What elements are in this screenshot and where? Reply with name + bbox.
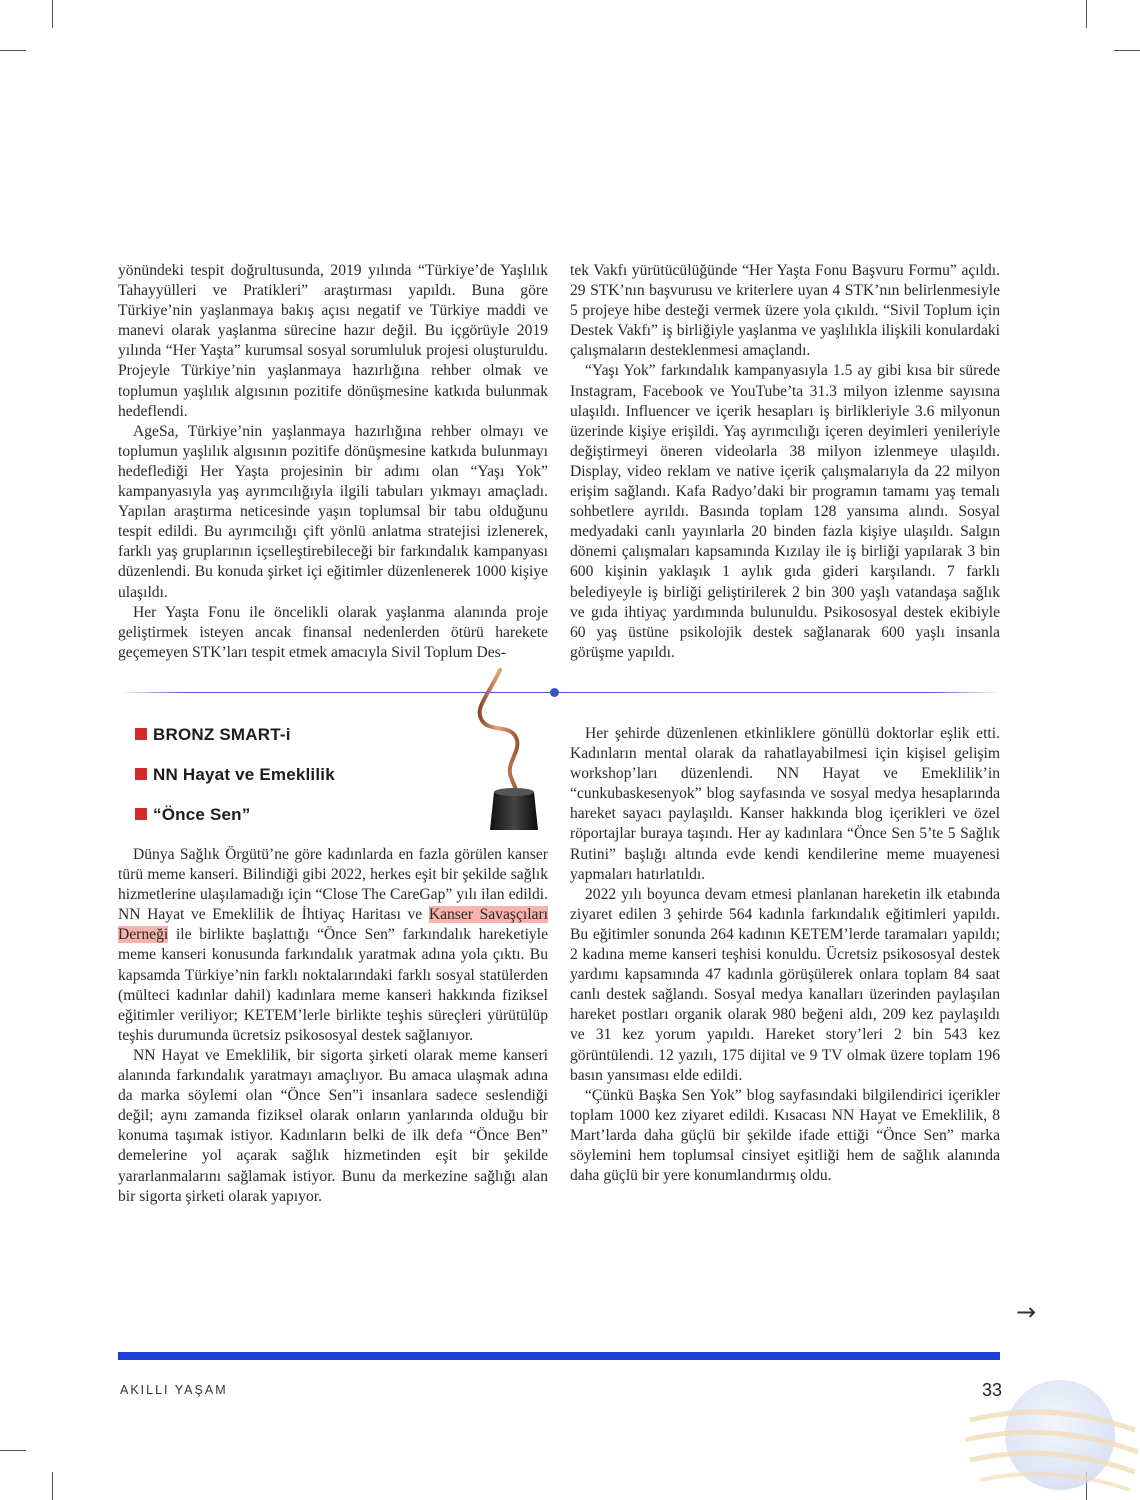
company-heading: NN Hayat ve Emeklilik [135,765,335,785]
paragraph: yönündeki tespit doğrultusunda, 2019 yılında “Türkiye’de Yaşlılık Tahayyülleri ve Pratikleri” araştırması yapıldı. Buna göre Türkiye’nin yaşlanmaya bakış açısı negatif ve Türkiye maddi ve manevi olarak yaşlanma sürecine hazır değil. Bu içgörüyle 2019 yılında “Her Yaşta” kurumsal sosyal sorumluluk projesi oluşturuldu. Projeyle Türkiye’nin yaşlanmaya hazırlığına rehber olmak ve toplumun yaşlılık algısının pozitife dönüşmesine katkıda bulunmak hedeflendi. [118,262,548,420]
footer-bar [118,1352,1000,1360]
top-left-column [118,261,548,663]
paragraph: NN Hayat ve Emeklilik, bir sigorta şirketi olarak meme kanseri alanında farkındalık yaratmayı amaçlıyor. Bu amaca ulaşmak adına da marka söylemi olan “Önce Sen”i insanlara sadece seslendiği değil; aynı zamanda fiziksel olarak onların yanlarında olduğu bir konuma taşımak istiyor. Kadınların belki de ilk defa “Önce Ben” demelerine yol açarak sağlık hizmetinden eşit bir şekilde yararlanmalarını sağlamak istiyor. Bunu da merkezine sağlığı alan bir sigorta şirketi olarak yapıyor. [118,1046,548,1205]
bottom-left-column [118,845,548,1207]
magazine-name: AKILLI YAŞAM [120,1383,228,1397]
copper-trophy-icon [462,668,552,838]
award-heading: BRONZ SMART-i [135,725,291,745]
crop-mark [52,0,53,28]
paragraph: Dünya Sağlık Örgütü’ne göre kadınlarda en fazla görülen kanser türü meme kanseri. Bilindiği gibi 2022, herkes eşit bir şekilde sağlık hizmetlerine ulaşılamadığı için “Close The CareGap” yılı ilan edildi. NN Hayat ve Emeklilik de İhtiyaç Haritası ve Kanser Savaşçıları Derneği ile birlikte başlattığı “Önce Sen” farkındalık hareketiyle meme kanseri konusunda farkındalık yaratmak adına yola çıktı. Bu kapsamda Türkiye’nin farklı noktalarındaki farklı sosyal statülerden (mülteci kadınlar dahil) kadınlara meme kanseri hakkında fiziksel eğitimler veriliyor; KETEM’lerle birlikte teşhis süreçleri yürütülüp teşhis durumunda ücretsiz psikososyal destek sağlanıyor. [118,846,548,1044]
crop-mark [0,1450,26,1451]
paragraph: tek Vakfı yürütücülüğünde “Her Yaşta Fonu Başvuru Formu” açıldı. 29 STK’nın başvurusu ve kriterlere uyan 4 STK’nın belirlenmesiyle 5 projeye hibe desteği vermek üzere yola çıkıldı. “Sivil Toplum için Destek Vakfı” iş birliğiyle yaşlanma ve yaşlılıkla ilişkili konulardaki çalışmaların desteklenmesi amaçlandı. [570,262,1000,360]
decorative-sphere-icon [960,1360,1140,1500]
highlighted-text: Kanser Savaşçıları Derneği [118,906,548,944]
top-right-column [570,261,1000,663]
bottom-right-column [570,724,1000,1186]
paragraph: “Çünkü Başka Sen Yok” blog sayfasındaki bilgilendirici içerikler toplam 1000 kez ziyaret edildi. Kısacası NN Hayat ve Emeklilik, 8 Mart’larda daha güçlü bir şekilde ifade ettiği “Önce Sen” marka söylemini hem toplumsal cinsiyet eşitliği hem de sağlık alanında daha güçlü bir yere konumlandırmış oldu. [570,1086,1000,1185]
page-number: 33 [982,1380,1003,1400]
paragraph: AgeSa, Türkiye’nin yaşlanmaya hazırlığına rehber olmayı ve toplumun yaşlılık algısının pozitife dönüşmesine katkıda bulunmayı hedeflediği Her Yaşta projesinin bir adımı olan “Yaşı Yok” kampanyasıyla yaş ayrımcılığıyla ilgili tabuları yıkmayı amaçladı. Yapılan araştırma neticesinde yaşın toplumsal bir tabu olduğunu tespit edildi. Bu ayrımcılığı çift yönlü anlatma stratejisi izlenerek, farklı yaş gruplarının içselleştirebileceği bir farkındalık kampanyası düzenlendi. Bu konuda şirket içi eğitimler düzenlenerek 1000 kişiye ulaşıldı. [118,422,548,601]
project-heading: “Önce Sen” [135,805,250,825]
section-divider [118,692,1000,693]
paragraph: “Yaşı Yok” farkındalık kampanyasıyla 1.5 ay gibi kısa bir sürede Instagram, Facebook ve YouTube’ta 31.3 milyon izlenme sayısına ulaşıldı. Influencer ve içerik hesapları iş birlikleriyle 3.6 milyonun üzerinde kişiye erişildi. Yaş ayrımcılığı içeren deyimleri yenileriyle değiştirmeyi öneren videolarla 38 milyon izlenmeye ulaşıldı. Display, video reklam ve native içerik çalışmalarıyla da 22 milyon erişim sağlandı. Kafa Radyo’daki bir programın tamamı yaş temalı sohbetlere ayrıldı. Basında toplam 128 yansıma alındı. Sosyal medyadaki canlı yayınlarla 20 binden fazla kişiye ulaşıldı. Salgın dönemi çalışmaları kapsamında Kızılay ile iş birliği yapılarak 3 bin 600 kişinin yaklaşık 1 aylık gıda gideri karşılandı. 7 farklı belediyeyle iş birliği geliştirilerek 2 bin 300 yaşlı vatandaşa sağlık ve gıda ihtiyaç yardımında bulunuldu. Psikososyal destek ekibiyle 60 yaş üstüne psikolojik destek sağlanarak 600 yaşlı insanla görüşme yapıldı. [570,362,1000,661]
paragraph: Her şehirde düzenlenen etkinliklere gönüllü doktorlar eşlik etti. Kadınların mental olarak da rahatlayabilmesi için kişisel gelişim workshop’ları düzenlendi. NN Hayat ve Emeklilik’in “cunkubaskesenyok” blog sayfasında ve sosyal medya hesaplarında hareket sayacı paylaşıldı. Kanser hakkında blog içerikleri ve özel röportajlar buraya taşındı. Her ay kadınlara “Önce Sen 5’te 5 Sağlık Rutini” başlığı altında evde kendi kendilerine meme muayenesi yapmaları hatırlatıldı. [570,725,1000,883]
crop-mark [1114,50,1140,51]
crop-mark [0,50,26,51]
paragraph: 2022 yılı boyunca devam etmesi planlanan hareketin ilk etabında ziyaret edilen 3 şehirde 564 kadınla farkındalık eğitimleri yapıldı. Bu eğitimler sonunda 264 kadının KETEM’lerde taramaları yapıldı; 2 kadına meme kanseri teşhisi konuldu. Ücretsiz psikososyal destek yardımı kapsamında 47 kadınla görüşülerek onlara toplam 84 saat canlı destek sağlandı. Sosyal medya kanalları üzerinden paylaşılan hareket postları organik olarak 980 beğeni aldı, 209 kez paylaşıldı ve 31 kez yorum yapıldı. Hareket story’leri 2 bin 543 kez görüntülendi. 12 yazılı, 175 dijital ve 9 TV olmak üzere toplam 196 basın yansıması elde edildi. [570,885,1000,1084]
crop-mark [52,1472,53,1500]
next-page-arrow-icon[interactable]: → [1016,1298,1037,1326]
crop-mark [1086,0,1087,28]
paragraph: Her Yaşta Fonu ile öncelikli olarak yaşlanma alanında proje geliştirmek isteyen ancak finansal nedenlerden ötürü harekete geçemeyen STK’ları tespit etmek amacıyla Sivil Toplum Des- [118,603,548,661]
